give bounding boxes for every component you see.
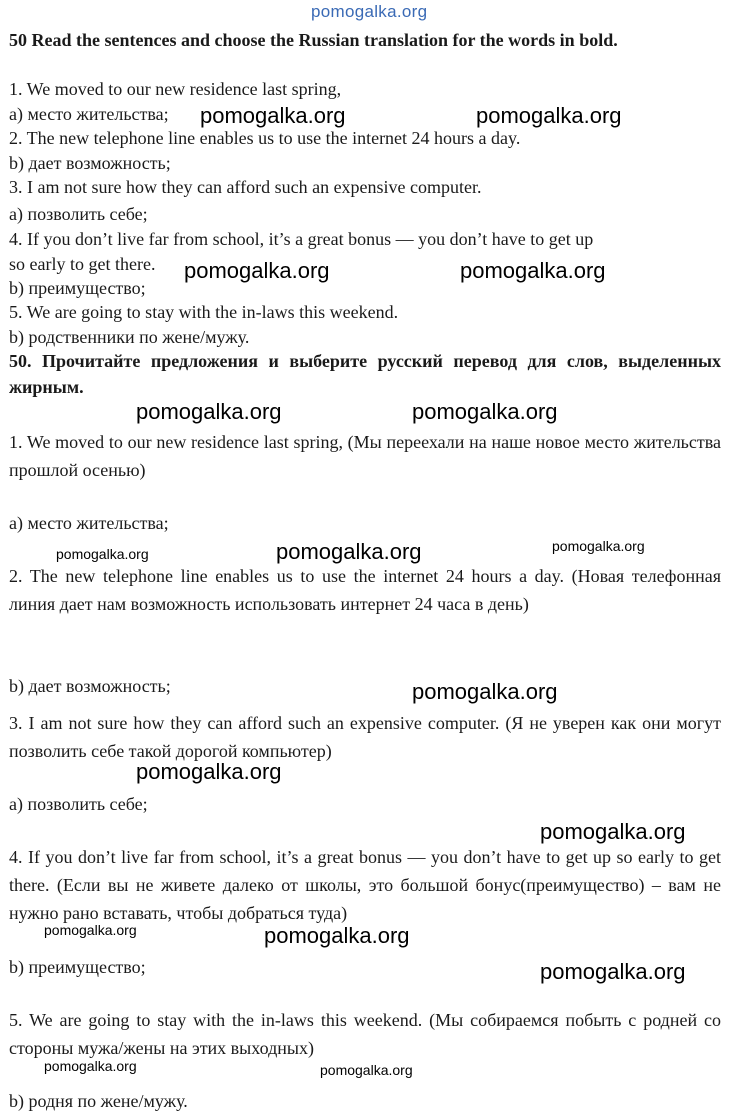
watermark: pomogalka.org (460, 258, 606, 283)
watermark: pomogalka.org (56, 546, 149, 562)
watermark: pomogalka.org (540, 959, 686, 984)
russian-heading: 50. Прочитайте предложения и выберите русский перевод для слов, выделенных жирным. (9, 351, 721, 397)
english-line: a) место жительства; (9, 104, 169, 124)
english-line: 3. I am not sure how they can afford such an expensive computer. (9, 177, 482, 197)
watermark: pomogalka.org (44, 1058, 137, 1074)
english-line: 1. We moved to our new residence last spring, (9, 79, 342, 99)
english-line: a) позволить себе; (9, 204, 148, 224)
english-line: so early to get there. (9, 254, 156, 274)
russian-sentence: 3. I am not sure how they can afford such an expensive computer. (Я не уверен как они могут позволить себе такой дорогой компьютер) (9, 713, 721, 761)
watermark: pomogalka.org (184, 258, 330, 283)
english-heading: 50 Read the sentences and choose the Russian translation for the words in bold. (9, 30, 618, 50)
russian-sentence: 1. We moved to our new residence last spring, (Мы переехали на наше новое место жительства прошлой осенью) (9, 432, 721, 480)
russian-sentence: 5. We are going to stay with the in-laws this weekend. (Мы собираемся побыть с родней со стороны мужа/жены на этих выходных) (9, 1010, 721, 1058)
watermark: pomogalka.org (552, 538, 645, 554)
english-line: b) родственники по жене/мужу. (9, 327, 250, 347)
watermark: pomogalka.org (412, 679, 558, 704)
russian-answer: a) место жительства; (9, 513, 169, 533)
russian-answer: b) дает возможность; (9, 676, 171, 696)
english-line: b) дает возможность; (9, 153, 171, 173)
russian-sentence: 4. If you don’t live far from school, it’s a great bonus — you don’t have to get up so early to get there. (Если вы не живете далеко от школы, это большой бонус(преимущество) – вам не нужно рано вставать, чтобы добраться туда) (9, 847, 721, 923)
watermark: pomogalka.org (136, 759, 282, 784)
russian-sentence: 2. The new telephone line enables us to use the internet 24 hours a day. (Новая телефонная линия дает нам возможность использовать интернет 24 часа в день) (9, 566, 721, 614)
site-watermark[interactable]: pomogalka.org (311, 2, 428, 21)
watermark: pomogalka.org (540, 819, 686, 844)
russian-answer: b) преимущество; (9, 957, 146, 977)
russian-answer: b) родня по жене/мужу. (9, 1091, 188, 1111)
english-line: 4. If you don’t live far from school, it’s a great bonus — you don’t have to get up (9, 229, 594, 249)
watermark: pomogalka.org (44, 922, 137, 938)
watermark: pomogalka.org (264, 923, 410, 948)
english-line: 2. The new telephone line enables us to use the internet 24 hours a day. (9, 128, 521, 148)
watermark: pomogalka.org (476, 103, 622, 128)
watermark: pomogalka.org (276, 539, 422, 564)
watermark: pomogalka.org (136, 399, 282, 424)
watermark: pomogalka.org (320, 1062, 413, 1078)
watermark: pomogalka.org (412, 399, 558, 424)
russian-answer: a) позволить себе; (9, 794, 148, 814)
english-line: b) преимущество; (9, 278, 146, 298)
english-line: 5. We are going to stay with the in-laws this weekend. (9, 302, 399, 322)
watermark: pomogalka.org (200, 103, 346, 128)
